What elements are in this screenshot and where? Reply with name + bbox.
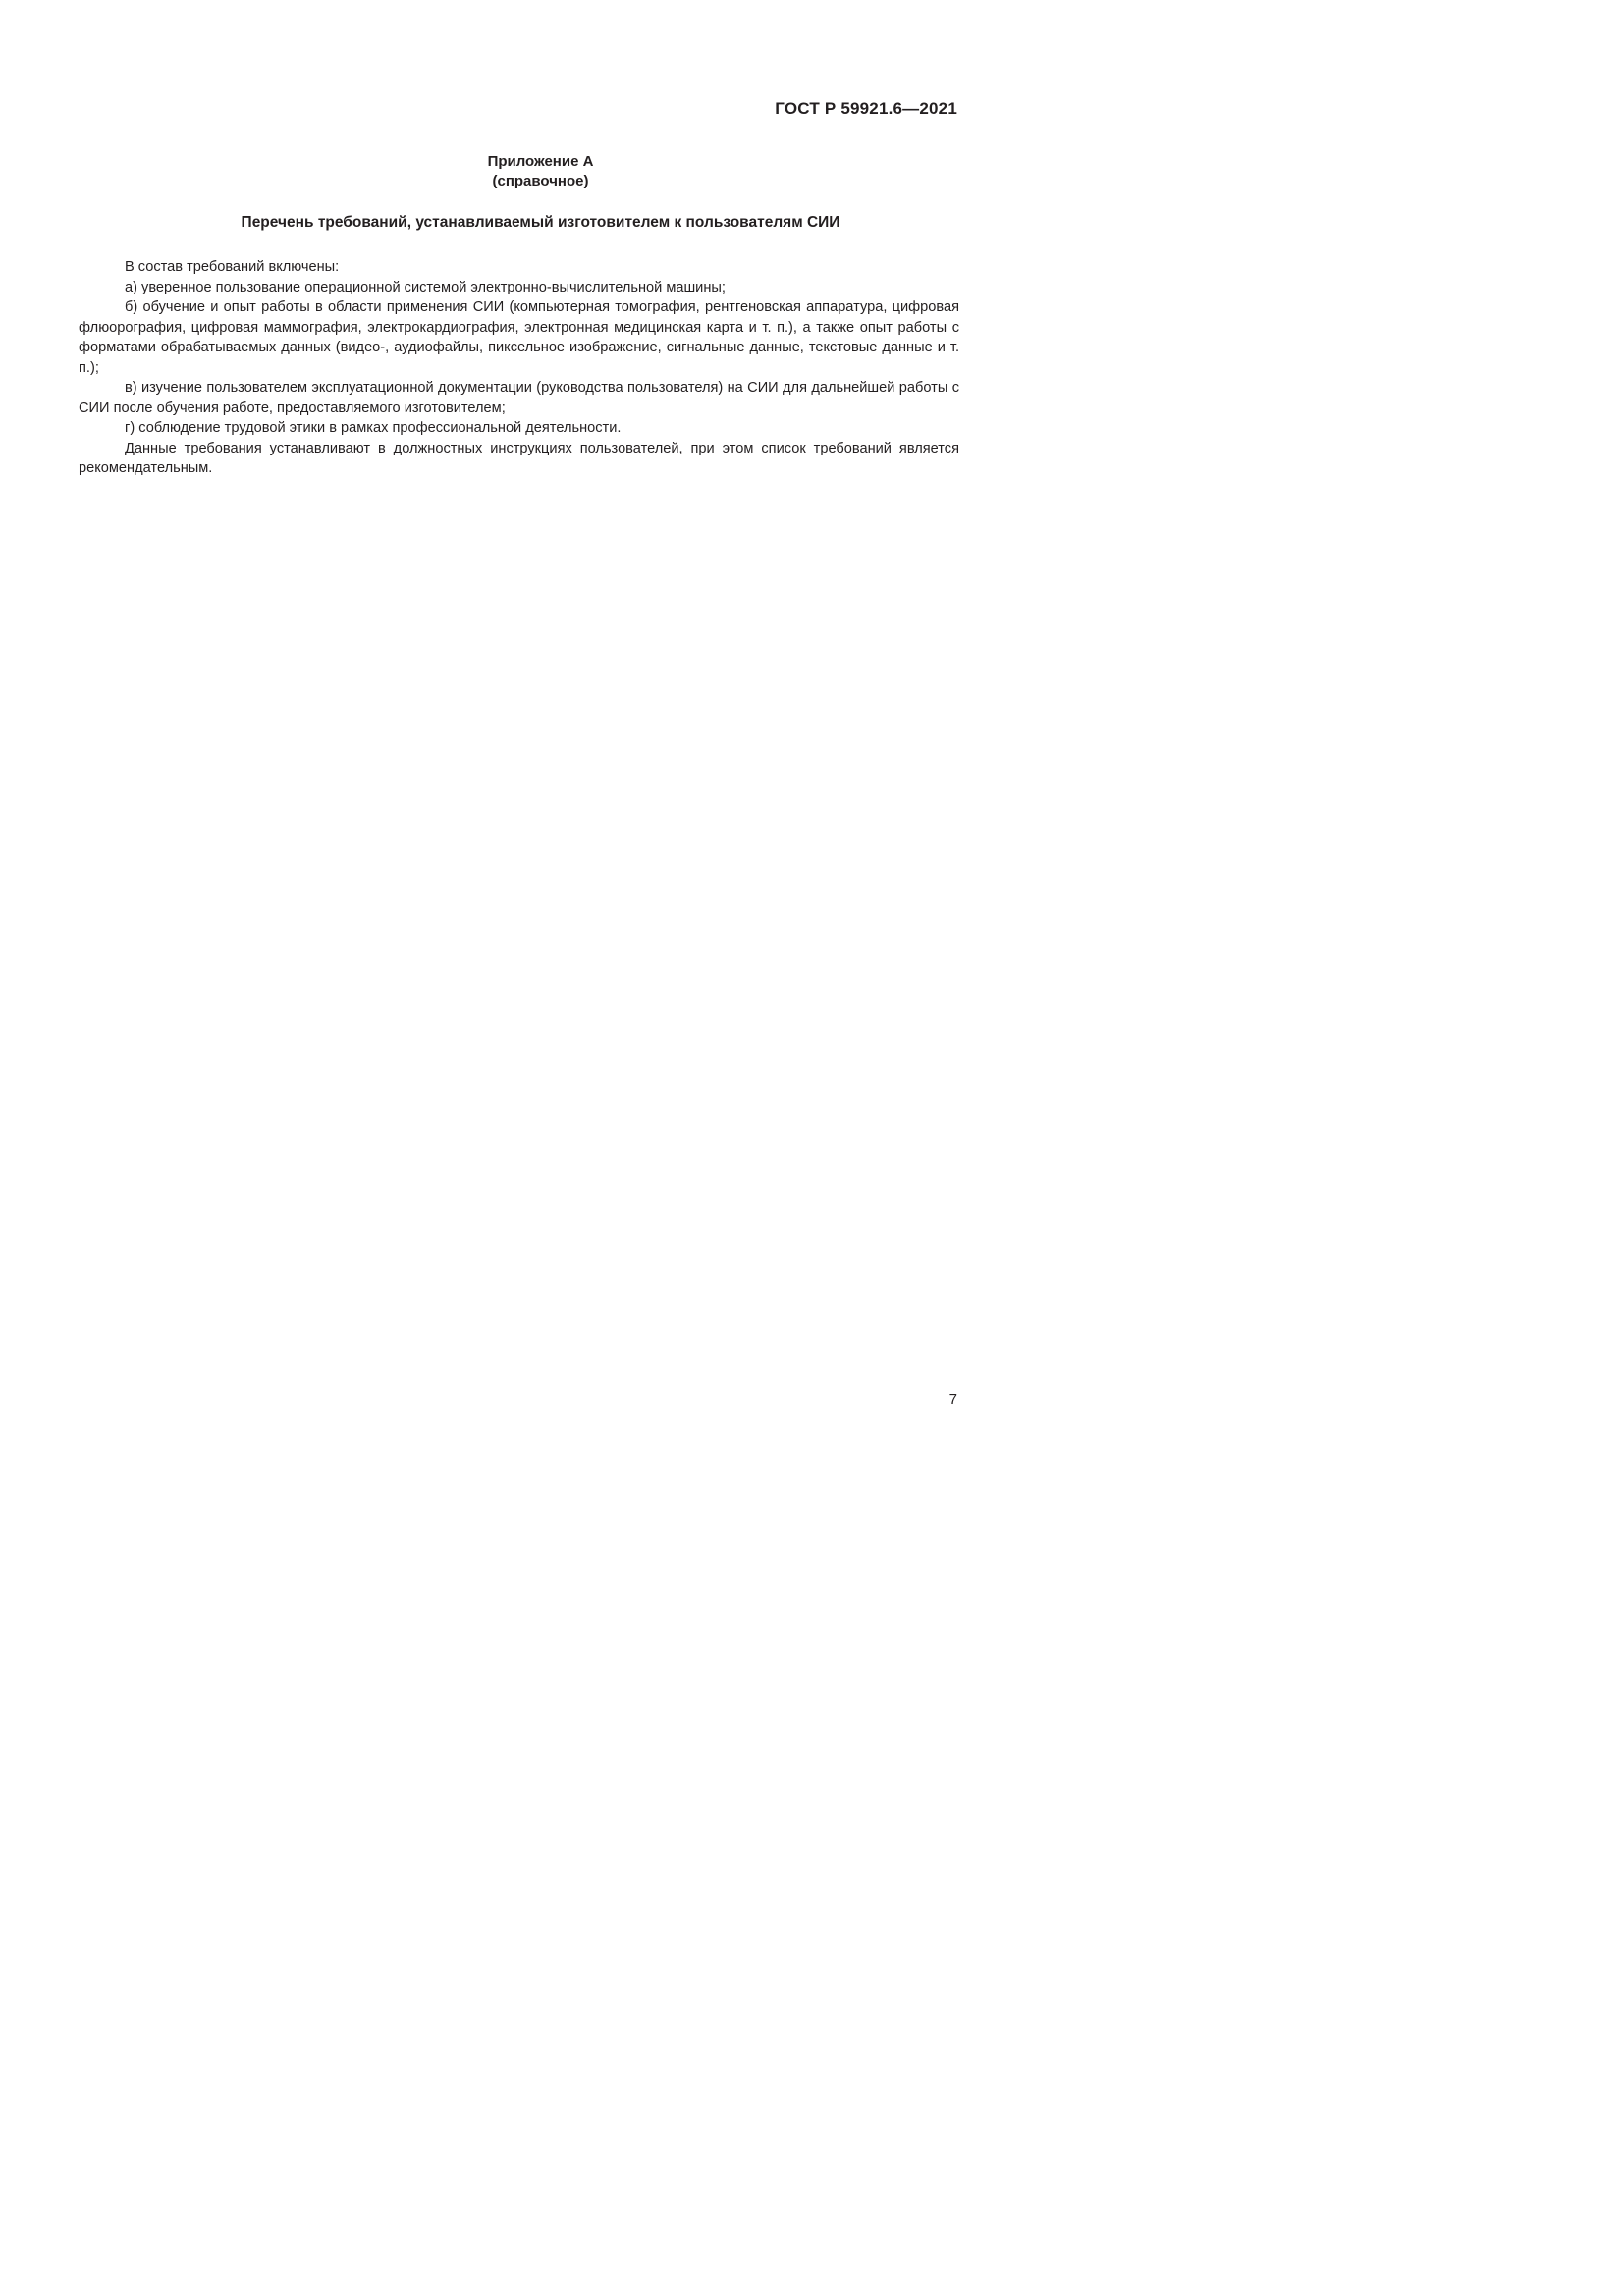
standard-code: ГОСТ Р 59921.6—2021 (775, 99, 957, 118)
section-title: Перечень требований, устанавливаемый изготовителем к пользователям СИИ (241, 214, 840, 231)
list-item-g: г) соблюдение трудовой этики в рамках профессиональной деятельности. (125, 420, 622, 436)
paragraph-conclusion: Данные требования устанавливают в должностных инструкциях пользователей, при этом список требований является рекомендательным. (79, 440, 959, 476)
list-item-v: в) изучение пользователем эксплуатационной документации (руководства пользователя) на СИИ для дальнейшей работы с СИИ после обучения работе, предоставляемого изготовителем; (79, 380, 959, 416)
page-number: 7 (948, 1391, 957, 1408)
annex-title: Приложение А (487, 153, 594, 170)
annex-heading (0, 152, 1081, 191)
paragraph-intro: В состав требований включены: (125, 259, 340, 275)
list-item-a: а) уверенное пользование операционной системой электронно-вычислительной машины; (125, 279, 726, 295)
list-item-b: б) обучение и опыт работы в области применения СИИ (компьютерная томография, рентгеновская аппаратура, цифровая флюорография, цифровая маммография, электрокардиография, электронная медицинская карта и т. п.), а также опыт работы с форматами обрабатываемых данных (видео-, аудиофайлы, пиксельное изображение, сигнальные данные, текстовые данные и т. п.); (79, 299, 959, 376)
annex-status: (справочное) (492, 173, 589, 189)
document-body (79, 257, 959, 479)
